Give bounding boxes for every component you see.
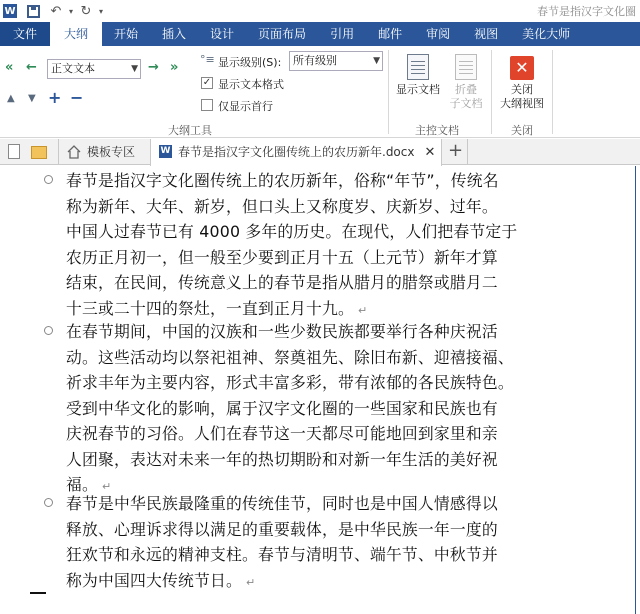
tab-mailings[interactable]: 邮件 xyxy=(378,27,403,41)
collapse-subdocuments-icon xyxy=(455,54,477,80)
ribbon-separator xyxy=(388,50,389,134)
home-icon xyxy=(67,145,81,159)
ribbon-separator xyxy=(552,50,553,134)
word-document-icon: W xyxy=(160,146,171,156)
redo-icon[interactable]: ↻ xyxy=(80,3,92,19)
promote-icon[interactable]: ← xyxy=(26,60,37,75)
tab-outline[interactable]: 大纲 xyxy=(50,22,102,46)
outline-bullet[interactable] xyxy=(44,326,53,335)
demote-icon[interactable]: → xyxy=(148,60,159,75)
folder-icon[interactable] xyxy=(31,146,47,159)
outline-bullet[interactable] xyxy=(44,175,53,184)
expand-icon[interactable]: + xyxy=(48,88,62,107)
show-level-icon: °≡ xyxy=(200,53,215,66)
new-tab-button[interactable]: + xyxy=(444,139,468,165)
tab-review[interactable]: 审阅 xyxy=(426,27,451,41)
tab-references[interactable]: 引用 xyxy=(330,27,355,41)
close-icon: ✕ xyxy=(510,56,534,80)
new-page-icon[interactable] xyxy=(8,144,20,159)
word-logo-icon: W xyxy=(4,5,16,17)
window-title: 春节是指汉字文化圈 xyxy=(537,5,636,18)
outline-paragraph[interactable]: 春节是中华民族最隆重的传统佳节，同时也是中国人情感得以 释放、心理诉求得以满足的重要载体，是中华民族一年一度的 狂欢节和永远的精神支柱。春节与清明节、端午节、中秋节并 称为中国四大传统节日。 ↵ xyxy=(66,494,498,590)
ribbon-outline-panel xyxy=(0,46,640,138)
customize-qat-icon[interactable]: ▾ xyxy=(98,6,103,16)
show-text-format-checkbox[interactable]: ✓ xyxy=(202,77,212,88)
document-tab-bar xyxy=(0,139,640,165)
tab-design[interactable]: 设计 xyxy=(210,27,235,41)
tab-view[interactable]: 视图 xyxy=(474,27,499,41)
paragraph-mark-icon: ↵ xyxy=(245,575,256,589)
paragraph-mark-icon: ↵ xyxy=(357,303,368,317)
outline-level-combo[interactable]: 正文文本 ▼ xyxy=(47,59,141,79)
tab-template-zone[interactable]: 模板专区 xyxy=(58,139,150,165)
tab-file[interactable]: 文件 xyxy=(0,22,50,46)
outline-paragraph[interactable]: 春节是指汉字文化圈传统上的农历新年，俗称“年节”，传统名 称为新年、大年、新岁，但口头上又称度岁、庆新岁、过年。 中国人过春节已有 4000 多年的历史。在现代，人们把春节定于 农历正月初一，但一般至少要到正月十五（上元节）新年才算 结束，在民间，传统意义上的春节是指从腊月的腊祭或腊月二 十三或二十四的祭灶，一直到正月十九。 ↵ xyxy=(66,171,518,318)
show-document-icon xyxy=(407,54,429,80)
move-up-icon[interactable]: ▲ xyxy=(7,93,15,104)
first-line-only-label: 仅显示首行 xyxy=(218,100,273,113)
close-tab-icon[interactable]: ✕ xyxy=(424,145,436,160)
tab-beautify[interactable]: 美化大师 xyxy=(522,27,571,41)
move-down-icon[interactable]: ▼ xyxy=(28,93,36,104)
tab-insert[interactable]: 插入 xyxy=(162,27,187,41)
demote-to-body-icon[interactable]: » xyxy=(170,60,179,75)
show-level-label: 显示级别(S): xyxy=(218,56,282,69)
close-outline-view-button[interactable]: ✕ 关闭 大纲视图 xyxy=(500,58,544,110)
document-body[interactable] xyxy=(0,166,640,614)
show-level-combo[interactable]: 所有级别 ▼ xyxy=(289,51,383,71)
quick-access-toolbar xyxy=(0,0,640,22)
chevron-down-icon: ▼ xyxy=(131,64,138,74)
tab-page-layout[interactable]: 页面布局 xyxy=(258,27,307,41)
save-icon[interactable] xyxy=(27,5,40,18)
close-group-label: 关闭 xyxy=(511,124,533,137)
undo-dropdown-icon[interactable]: ▾ xyxy=(68,6,73,16)
ribbon-tab-bar xyxy=(0,22,640,46)
master-document-group-label: 主控文档 xyxy=(415,124,459,137)
show-document-button[interactable]: 显示文档 xyxy=(393,54,443,97)
paragraph-mark-icon: ↵ xyxy=(102,480,112,493)
tab-active-document[interactable]: W 春节是指汉字文化圈传统上的农历新年.docx ✕ xyxy=(150,139,442,166)
tab-home[interactable]: 开始 xyxy=(114,27,139,41)
first-line-only-checkbox[interactable] xyxy=(201,99,213,111)
ribbon-separator xyxy=(491,50,492,134)
show-text-format-label: 显示文本格式 xyxy=(218,78,284,91)
collapse-icon[interactable]: − xyxy=(70,88,84,107)
page-border xyxy=(635,166,636,614)
promote-to-heading1-icon[interactable]: « xyxy=(5,60,14,75)
outline-tools-group-label: 大纲工具 xyxy=(168,124,212,137)
undo-icon[interactable]: ↶ xyxy=(50,3,62,19)
text-cursor xyxy=(30,592,46,594)
chevron-down-icon: ▼ xyxy=(373,56,380,66)
outline-paragraph[interactable]: 在春节期间，中国的汉族和一些少数民族都要举行各种庆祝活 动。这些活动均以祭祀祖神、祭奠祖先、除旧布新、迎禧接福、 祈求丰年为主要内容，形式丰富多彩，带有浓郁的各民族特色。 受到中华文化的影响，属于汉字文化圈的一些国家和民族也有 庆祝春节的习俗。人们在春节这一天都尽可能地回到家里和亲 人团聚，表达对未来一年的热切期盼和对新一年生活的美好祝 福。 ↵ xyxy=(66,322,514,494)
outline-bullet[interactable] xyxy=(44,498,53,507)
collapse-subdocuments-button[interactable]: 折叠 子文档 xyxy=(446,54,486,111)
